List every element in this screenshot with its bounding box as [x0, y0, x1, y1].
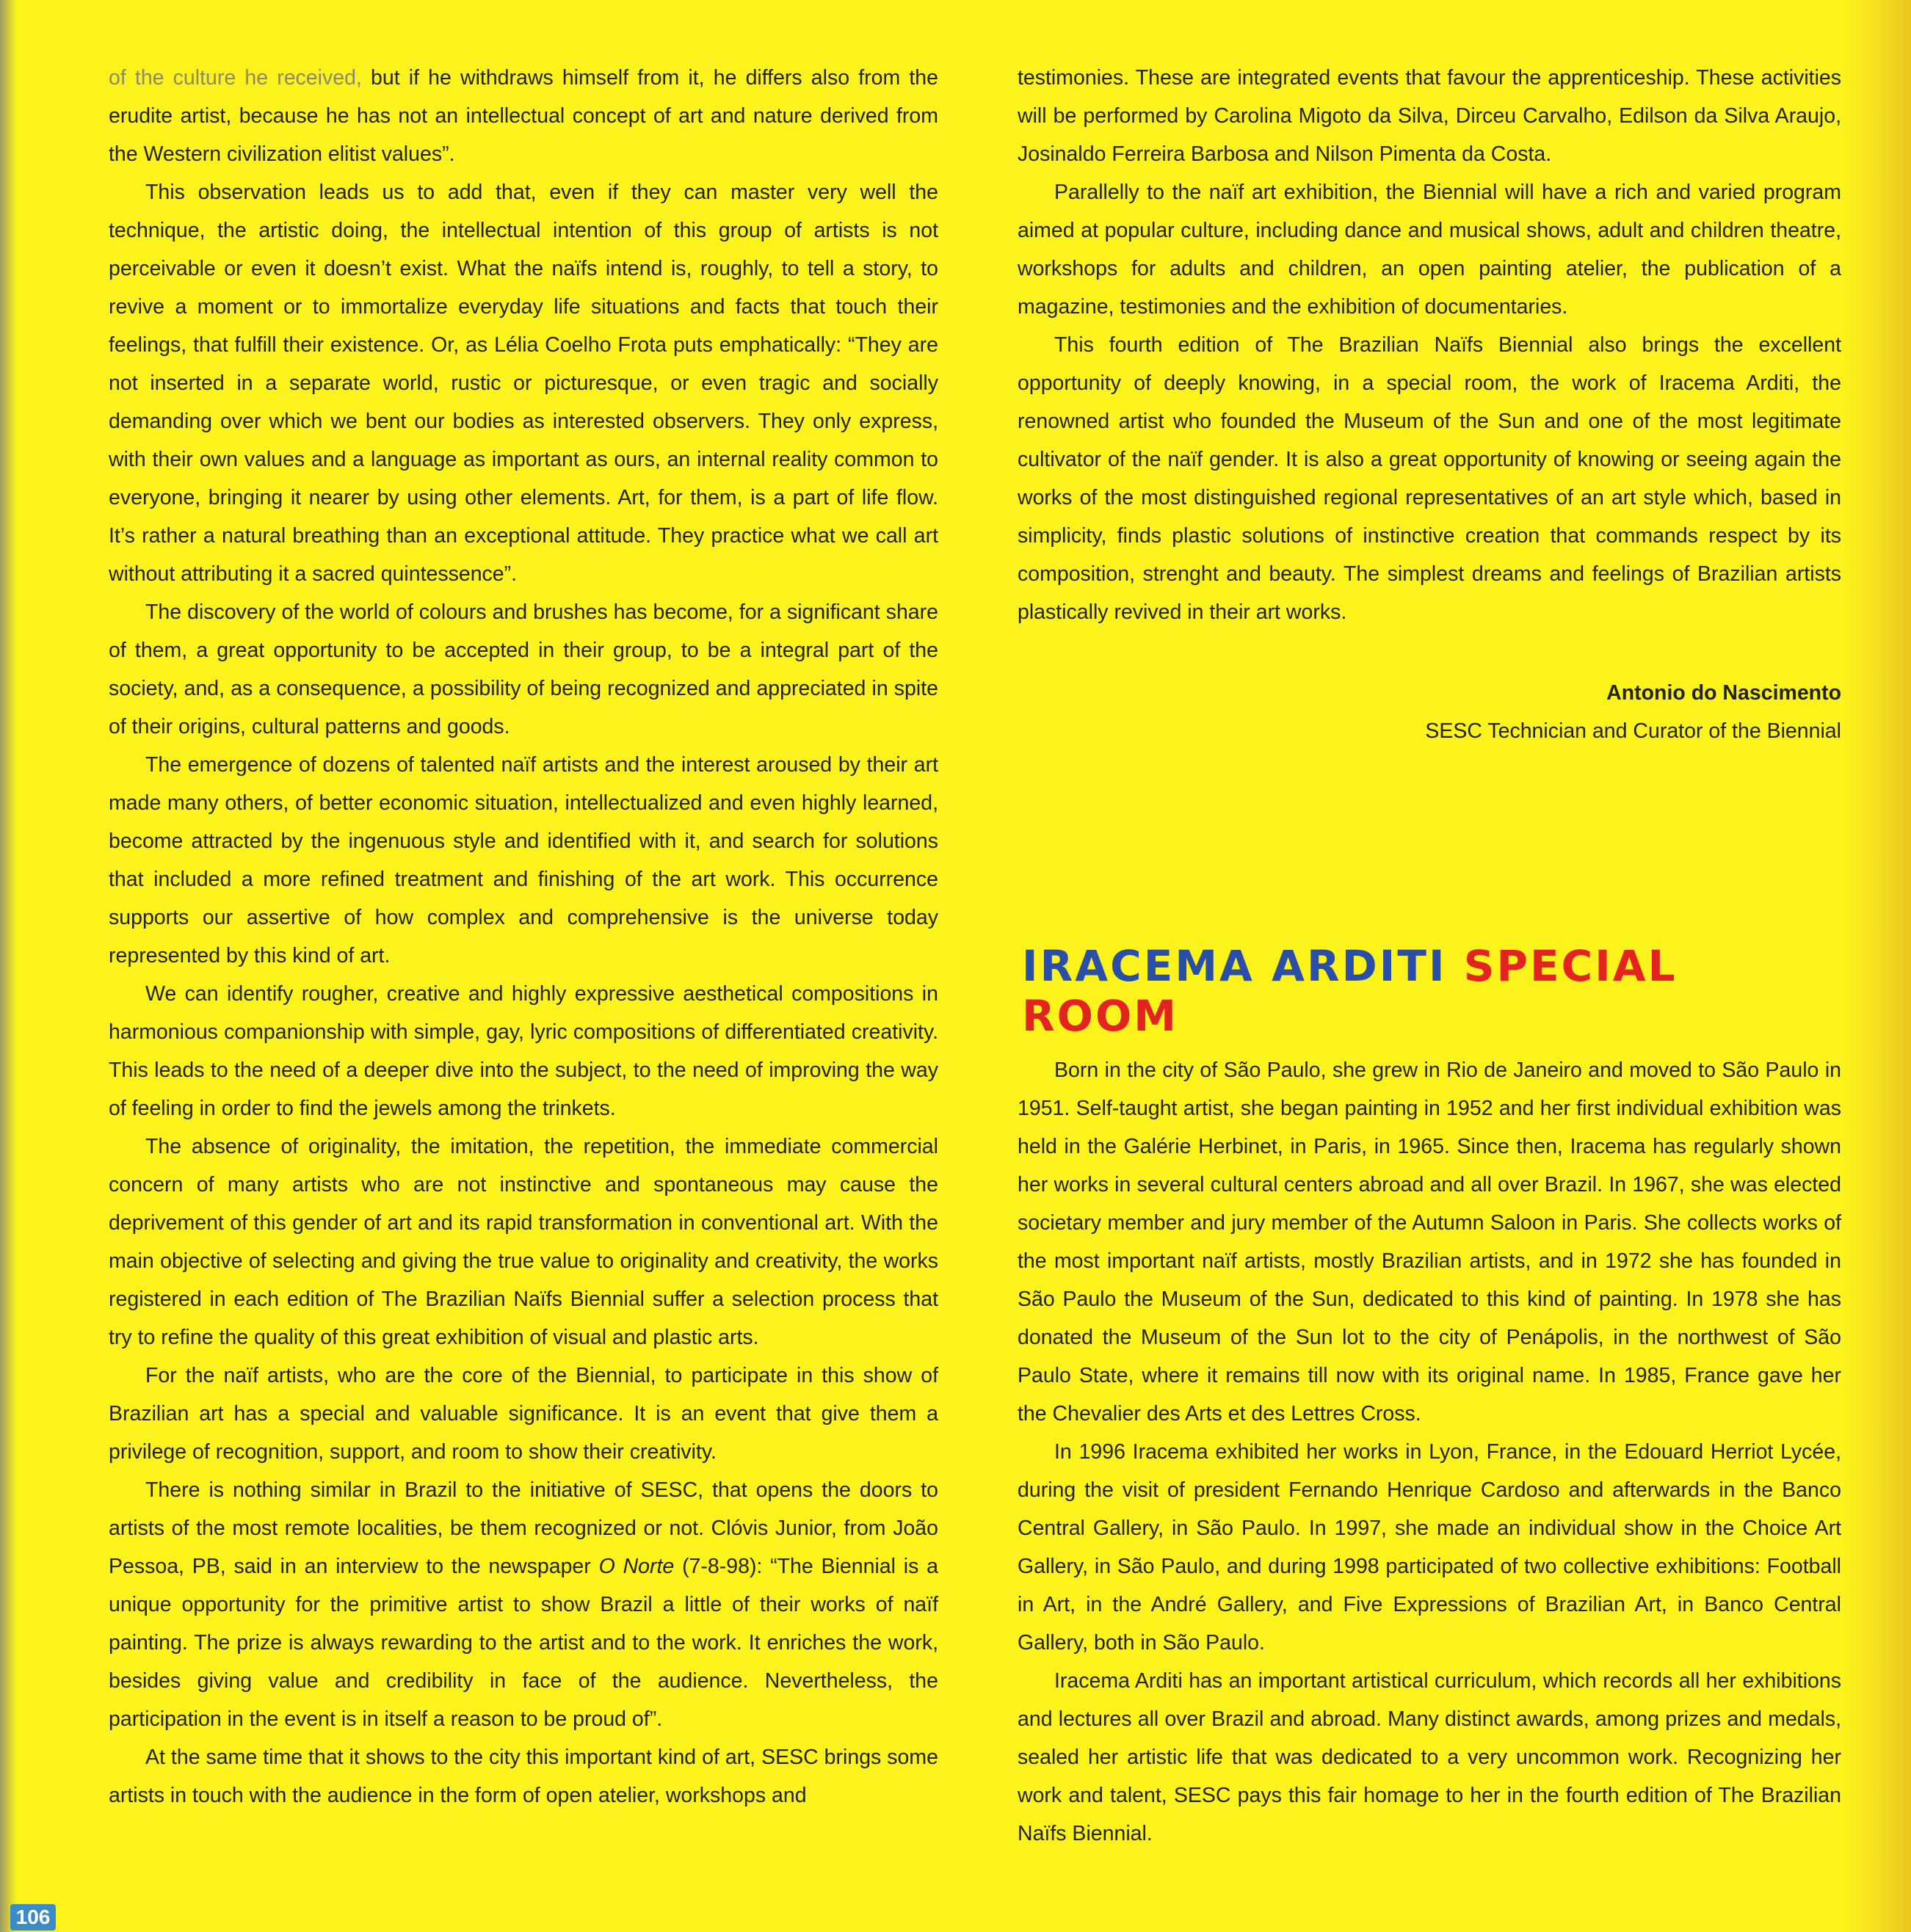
heading-part-special-room: SPECIAL ROOM — [1022, 941, 1678, 1041]
page-gutter-shadow — [0, 0, 16, 1932]
faded-text: of the culture he received, — [109, 66, 362, 90]
paragraph: At the same time that it shows to the city this important kind of art, SESC brings some artists in touch with the audience in the form of open atelier, workshops and — [109, 1746, 938, 1807]
page-number: 106 — [10, 1904, 56, 1931]
paragraph: The emergence of dozens of talented naïf artists and the interest aroused by their art made many others, of better economic situation, intellectualized and even highly learned, become attracted by the ingenuous style and identified with it, and search for solutions that included a more refined treatment and finishing of the art work. This occurrence supports our assertive of how complex and comprehensive is the universe today represented by this kind of art. — [109, 753, 938, 967]
paragraph: The discovery of the world of colours and brushes has become, for a significant share of them, a great opportunity to be accepted in their group, to be a integral part of the society, and, as a consequence, a possibility of being recognized and appreciated in spite of their origins, cultural patterns and goods. — [109, 600, 938, 738]
paragraph: For the naïf artists, who are the core of the Biennial, to participate in this show of Brazilian art has a special and valuable significance. It is an event that give them a privilege of recognition, support, and room to show their creativity. — [109, 1364, 938, 1464]
left-text-column — [109, 59, 938, 1815]
author-signature — [1018, 674, 1841, 750]
paragraph: This observation leads us to add that, even if they can master very well the technique, the artistic doing, the intellectual intention of this group of artists is not perceivable or even it doesn’t exist. What the naïfs intend is, roughly, to tell a story, to revive a moment or to immortalize everyday life situations and facts that touch their feelings, that fulfill their existence. Or, as Lélia Coelho Frota puts emphatically: “They are not inserted in a separate world, rustic or picturesque, or even tragic and socially demanding over which we bent our bodies as interested observers. They only express, with their own values and a language as important as ours, an internal reality common to everyone, bringing it nearer by using other elements. Art, for them, is a part of life flow. It’s rather a natural breathing than an exceptional attitude. They practice what we call art without attributing it a sacred quintessence”. — [109, 181, 938, 586]
paragraph: testimonies. These are integrated events that favour the apprenticeship. These activities will be performed by Carolina Migoto da Silva, Dirceu Carvalho, Edilson da Silva Araujo, Josinaldo Ferreira Barbosa and Nilson Pimenta da Costa. — [1018, 66, 1841, 166]
right-text-column-top — [1018, 59, 1841, 631]
heading-part-name: IRACEMA ARDITI — [1022, 941, 1447, 991]
paragraph: The absence of originality, the imitation, the repetition, the immediate commercial concern of many artists who are not instinctive and spontaneous may cause the deprivement of this gender of art and its rapid transformation in conventional art. With the main objective of selecting and giving the true value to originality and creativity, the works registered in each edition of The Brazilian Naïfs Biennial suffer a selection process that try to refine the quality of this great exhibition of visual and plastic arts. — [109, 1135, 938, 1349]
section-heading — [1022, 941, 1844, 1041]
paragraph: Parallelly to the naïf art exhibition, the Biennial will have a rich and varied program aimed at popular culture, including dance and musical shows, adult and children theatre, workshops for adults and children, an open painting atelier, the publication of a magazine, testimonies and the exhibition of documentaries. — [1018, 181, 1841, 319]
author-role: SESC Technician and Curator of the Biennial — [1425, 719, 1841, 743]
newspaper-title: O Norte — [598, 1555, 675, 1578]
paragraph: This fourth edition of The Brazilian Naïfs Biennial also brings the excellent opportunity of deeply knowing, in a special room, the work of Iracema Arditi, the renowned artist who founded the Museum of the Sun and one of the most legitimate cultivator of the naïf gender. It is also a great opportunity of knowing or seeing again the works of the most distinguished regional representatives of an art style which, based in simplicity, finds plastic solutions of instinctive creation that commands respect by its composition, strenght and beauty. The simplest dreams and feelings of Brazilian artists plastically revived in their art works. — [1018, 333, 1841, 624]
paragraph: There is nothing similar in Brazil to the initiative of SESC, that opens the doors to artists of the most remote localities, be them recognized or not. Clóvis Junior, from João Pessoa, PB, said in an interview to the newspaper O Norte (7-8-98): “The Biennial is a unique opportunity for the primitive artist to show Brazil a little of their works of naïf painting. The prize is always rewarding to the artist and to the work. It enriches the work, besides giving value and credibility in face of the audience. Nevertheless, the participation in the event is in itself a reason to be proud of”. — [109, 1478, 939, 1731]
page-edge-shadow — [1845, 0, 1911, 1932]
paragraph: In 1996 Iracema exhibited her works in Lyon, France, in the Edouard Herriot Lycée, during the visit of president Fernando Henrique Cardoso and afterwards in the Banco Central Gallery, in São Paulo. In 1997, she made an individual show in the Choice Art Gallery, in São Paulo, and during 1998 participated of two collective exhibitions: Football in Art, in the André Gallery, and Five Expressions of Brazilian Art, in Banco Central Gallery, both in São Paulo. — [1018, 1440, 1841, 1655]
paragraph: Born in the city of São Paulo, she grew in Rio de Janeiro and moved to São Paulo in 1951. Self-taught artist, she began painting in 1952 and her first individual exhibition was held in the Galérie Herbinet, in Paris, in 1965. Since then, Iracema has regularly shown her works in several cultural centers abroad and all over Brazil. In 1967, she was elected societary member and jury member of the Autumn Saloon in Paris. She collects works of the most important naïf artists, mostly Brazilian artists, and in 1972 she has founded in São Paulo the Museum of the Sun, dedicated to this kind of painting. In 1978 she has donated the Museum of the Sun lot to the city of Penápolis, in the northwest of São Paulo State, where it remains till now with its original name. In 1985, France gave her the Chevalier des Arts et des Lettres Cross. — [1018, 1058, 1841, 1426]
paragraph: Iracema Arditi has an important artistical curriculum, which records all her exhibitions and lectures all over Brazil and abroad. Many distinct awards, among prizes and medals, sealed her artistic life that was dedicated to a very uncommon work. Recognizing her work and talent, SESC pays this fair homage to her in the fourth edition of The Brazilian Naïfs Biennial. — [1018, 1669, 1841, 1845]
right-text-column-bottom — [1018, 1051, 1841, 1853]
paragraph: We can identify rougher, creative and highly expressive aesthetical compositions in harmonious companionship with simple, gay, lyric compositions of differentiated creativity. This leads to the need of a deeper dive into the subject, to the need of improving the way of feeling in order to find the jewels among the trinkets. — [109, 982, 938, 1120]
author-name: Antonio do Nascimento — [1606, 681, 1841, 705]
paragraph: of the culture he received, but if he withdraws himself from it, he differs also from the erudite artist, because he has not an intellectual concept of art and nature derived from the Western civilization elitist values”. — [109, 66, 938, 166]
